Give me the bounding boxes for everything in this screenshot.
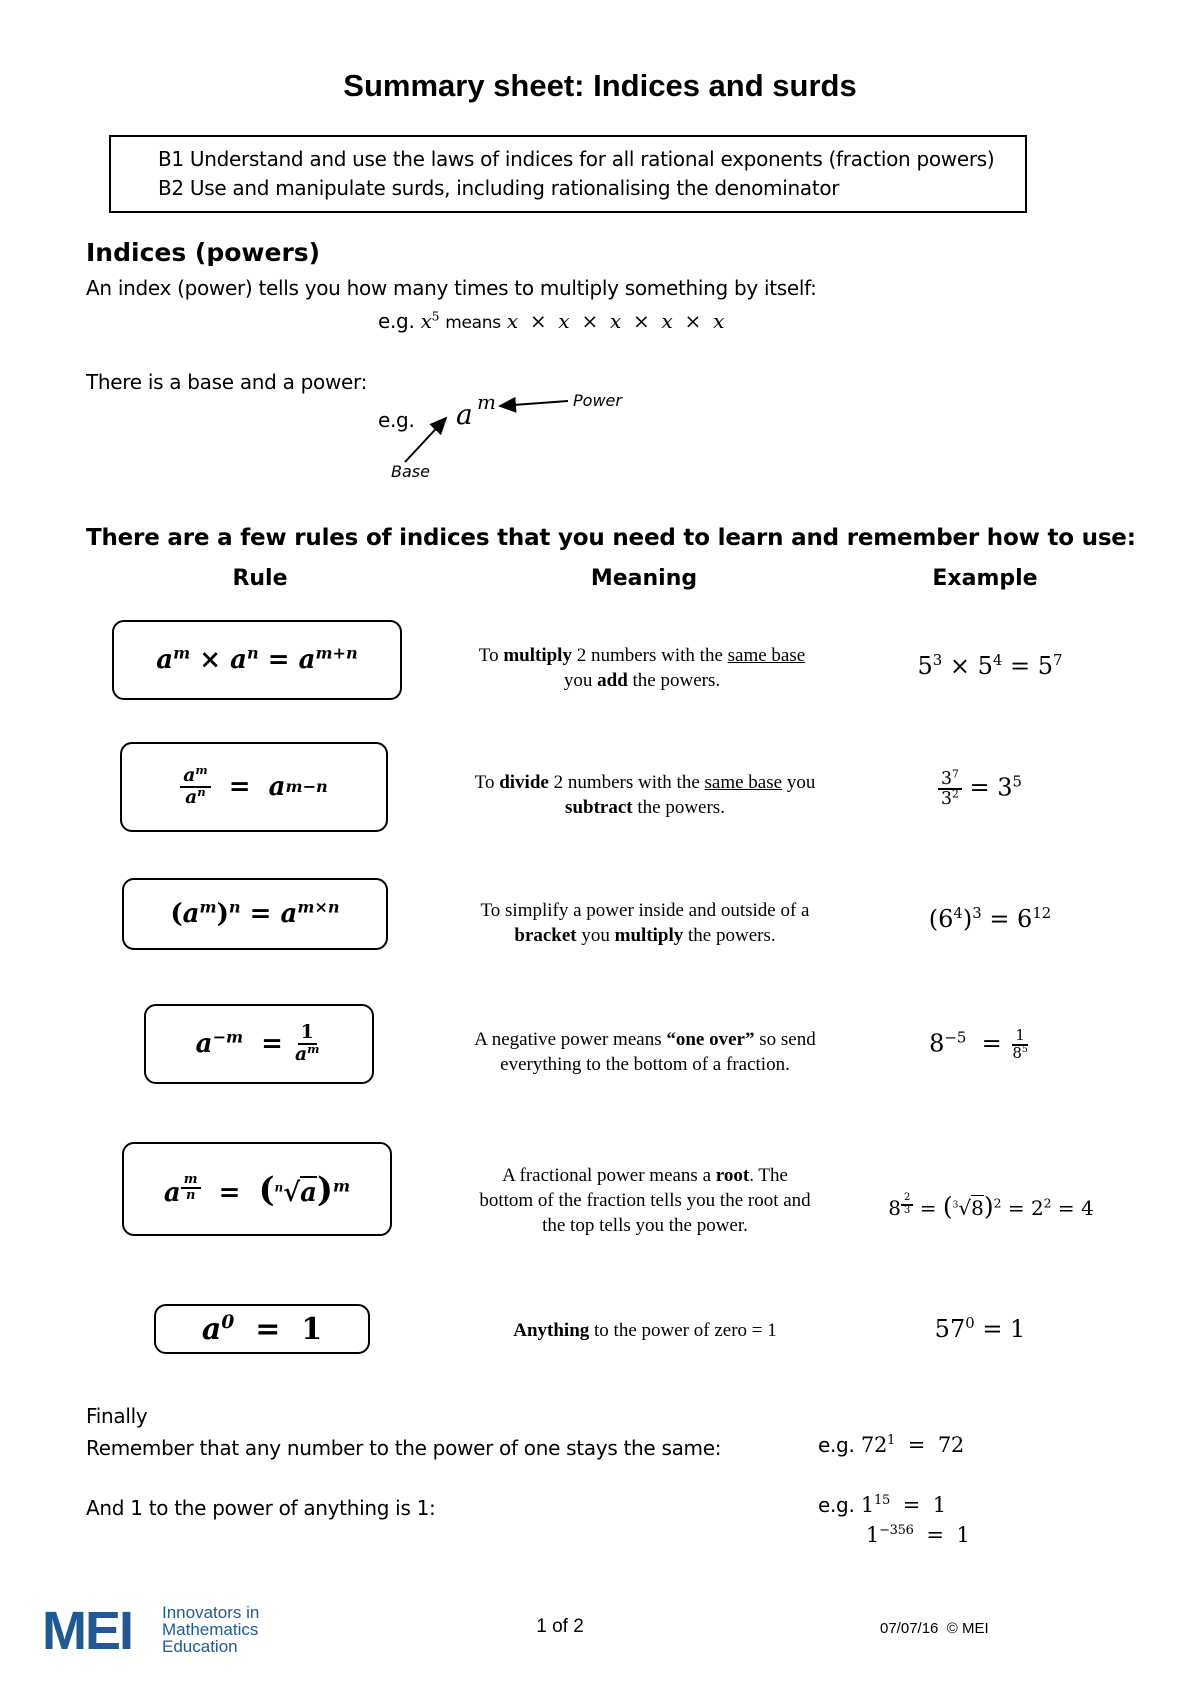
meaning-power-of-power: To simplify a power inside and outside of a bracket you multiply the powers. (480, 900, 810, 946)
finally-line-2: And 1 to the power of anything is 1: (86, 1496, 436, 1520)
column-meaning: Meaning (590, 566, 698, 591)
example-power-of-power: $(6^4)^3 = 6^{12}$ (928, 904, 1052, 933)
section-heading: Indices (powers) (86, 238, 321, 267)
objective-b1: B1 Understand and use the laws of indices for all rational exponents (fraction powers) (158, 147, 995, 171)
means-label: means (445, 313, 501, 333)
base-label: Base (391, 462, 430, 481)
base-arrow (405, 418, 446, 462)
intro-example (378, 309, 724, 333)
finally-example-1: e.g. $72^1 = 72$ (818, 1433, 964, 1457)
meaning-divide: To divide 2 numbers with the same base you subtract the powers. (474, 772, 816, 818)
power-arrow (500, 401, 568, 406)
expression-product: x × x × x × x × x (506, 309, 725, 333)
rule-negative-power: $a^{-m}$ = $\frac{1}{a^m}$ (144, 1004, 374, 1084)
expression-base: x (420, 309, 432, 333)
base-power-eg: e.g. (378, 408, 415, 432)
finally-heading: Finally (86, 1404, 148, 1428)
power-label: Power (573, 391, 622, 410)
mei-tagline: Innovators in Mathematics Education (162, 1603, 260, 1656)
intro-line: An index (power) tells you how many times to multiply something by itself: (86, 276, 817, 300)
column-example: Example (932, 566, 1038, 591)
rules-intro: There are a few rules of indices that you need to learn and remember how to use: (86, 525, 1136, 551)
example-negative-power: $8^{-5}$ = $\frac{1}{8^5}$ (929, 1026, 1028, 1062)
example-divide: $\frac{3^7}{3^2}$ = $3^5$ (900, 770, 1060, 808)
finally-example-3: $1^{-356} = 1$ (866, 1523, 970, 1547)
rule-multiply: $a^m \times a^n = a^{m+n}$ (112, 620, 402, 700)
power-symbol: m (477, 390, 496, 414)
finally-example-2: e.g. $1^{15} = 1$ (818, 1493, 946, 1517)
example-fractional-power: 8 $^{\frac{2}{3}}$ = $(^3√8)^2 = 2^2 = 4$ (888, 1192, 1094, 1221)
meaning-zero-power: Anything to the power of zero = 1 (513, 1320, 777, 1341)
rule-fractional-power: a $^{\frac{m}{n}}$ = $(^n√a)^m$ (122, 1142, 392, 1236)
meaning-fractional-power: A fractional power means a root. The bottom of the fraction tells you the root and the top tells you the power. (479, 1165, 811, 1236)
meaning-negative-power: A negative power means “one over” so send everything to the bottom of a fraction. (474, 1029, 816, 1075)
footer-date-copyright: 07/07/16 © MEI (880, 1620, 989, 1637)
example-multiply: $5^3 \times 5^4 = 5^7$ (917, 651, 1063, 680)
rule-power-of-power: $(a^m)^n = a^{m\times n}$ (122, 878, 388, 950)
finally-line-1: Remember that any number to the power of one stays the same: (86, 1436, 722, 1460)
base-symbol: a (456, 398, 473, 431)
eg-label: e.g. (378, 309, 415, 333)
page-title: Summary sheet: Indices and surds (343, 68, 857, 103)
rule-zero-power: $a^0 = 1$ (154, 1304, 370, 1354)
base-power-arrows (380, 380, 580, 475)
mei-logo: MEI (42, 1601, 133, 1661)
base-power-text: There is a base and a power: (86, 370, 368, 394)
expression-power: 5 (431, 308, 440, 324)
example-zero-power: $57^0 = 1$ (934, 1314, 1026, 1343)
rule-divide: $\frac{a^m}{a^n}$ = a m−n (120, 742, 388, 832)
meaning-multiply: To multiply 2 numbers with the same base you add the powers. (478, 645, 806, 691)
objective-b2: B2 Use and manipulate surds, including rationalising the denominator (158, 176, 840, 200)
column-rule: Rule (232, 566, 288, 591)
page-number: 1 of 2 (536, 1616, 584, 1637)
